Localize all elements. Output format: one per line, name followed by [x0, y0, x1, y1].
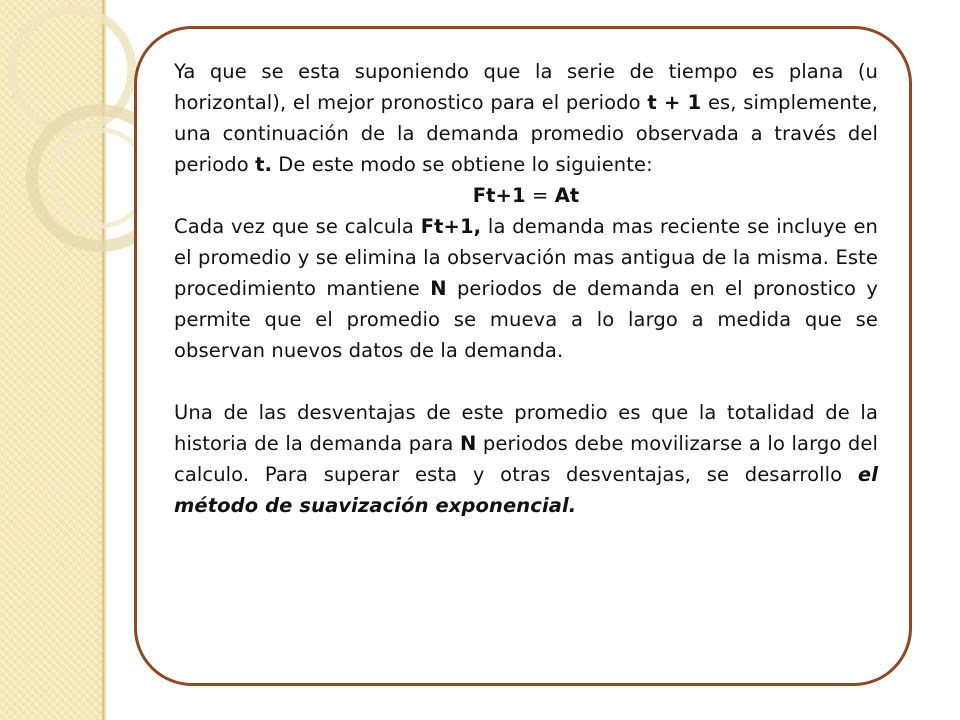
ma-text-3: periodos de demanda en el pronostico y permite que el promedio se mueva a lo largo a medida que se observan nuevos datos de la demanda.	[174, 277, 878, 362]
ma-bold-n: N	[430, 277, 447, 300]
intro-text-3: De este modo se obtiene lo siguiente:	[272, 153, 653, 176]
ma-text-1: Cada vez que se calcula	[174, 215, 421, 238]
paragraph-moving-average	[174, 211, 878, 366]
intro-text-2: es, simplemente, una continuación de la demanda promedio observada a través del periodo	[174, 91, 878, 176]
ma-bold-ft1: Ft+1,	[420, 215, 482, 238]
intro-bold-period: t + 1	[647, 91, 702, 114]
dis-bold-n: N	[459, 432, 477, 455]
formula-right: At	[554, 184, 580, 207]
intro-text-1: Ya que se esta suponiendo que la serie de tiempo es plana (u horizontal), el mejor pronostico para el periodo	[174, 60, 878, 114]
paragraph-disadvantages	[174, 397, 878, 521]
paragraph-spacer	[174, 366, 878, 397]
ma-text-2: la demanda mas reciente se incluye en el promedio y se elimina la observación mas antigua de la misma. Este procedimiento mantiene	[174, 215, 879, 300]
formula-left: Ft+1	[472, 184, 526, 207]
formula-line	[174, 180, 878, 211]
dis-text-2: periodos debe movilizarse a lo largo del calculo. Para superar esta y otras desventajas, se desarrollo	[174, 432, 879, 486]
formula-equals: =	[525, 184, 555, 207]
slide-body-text	[174, 56, 878, 521]
paragraph-intro	[174, 56, 878, 180]
intro-bold-t: t.	[255, 153, 272, 176]
dis-text-1: Una de las desventajas de este promedio es que la totalidad de la historia de la demanda para	[174, 401, 878, 455]
dis-bold-italic-method: el método de suavización exponencial.	[174, 463, 878, 517]
